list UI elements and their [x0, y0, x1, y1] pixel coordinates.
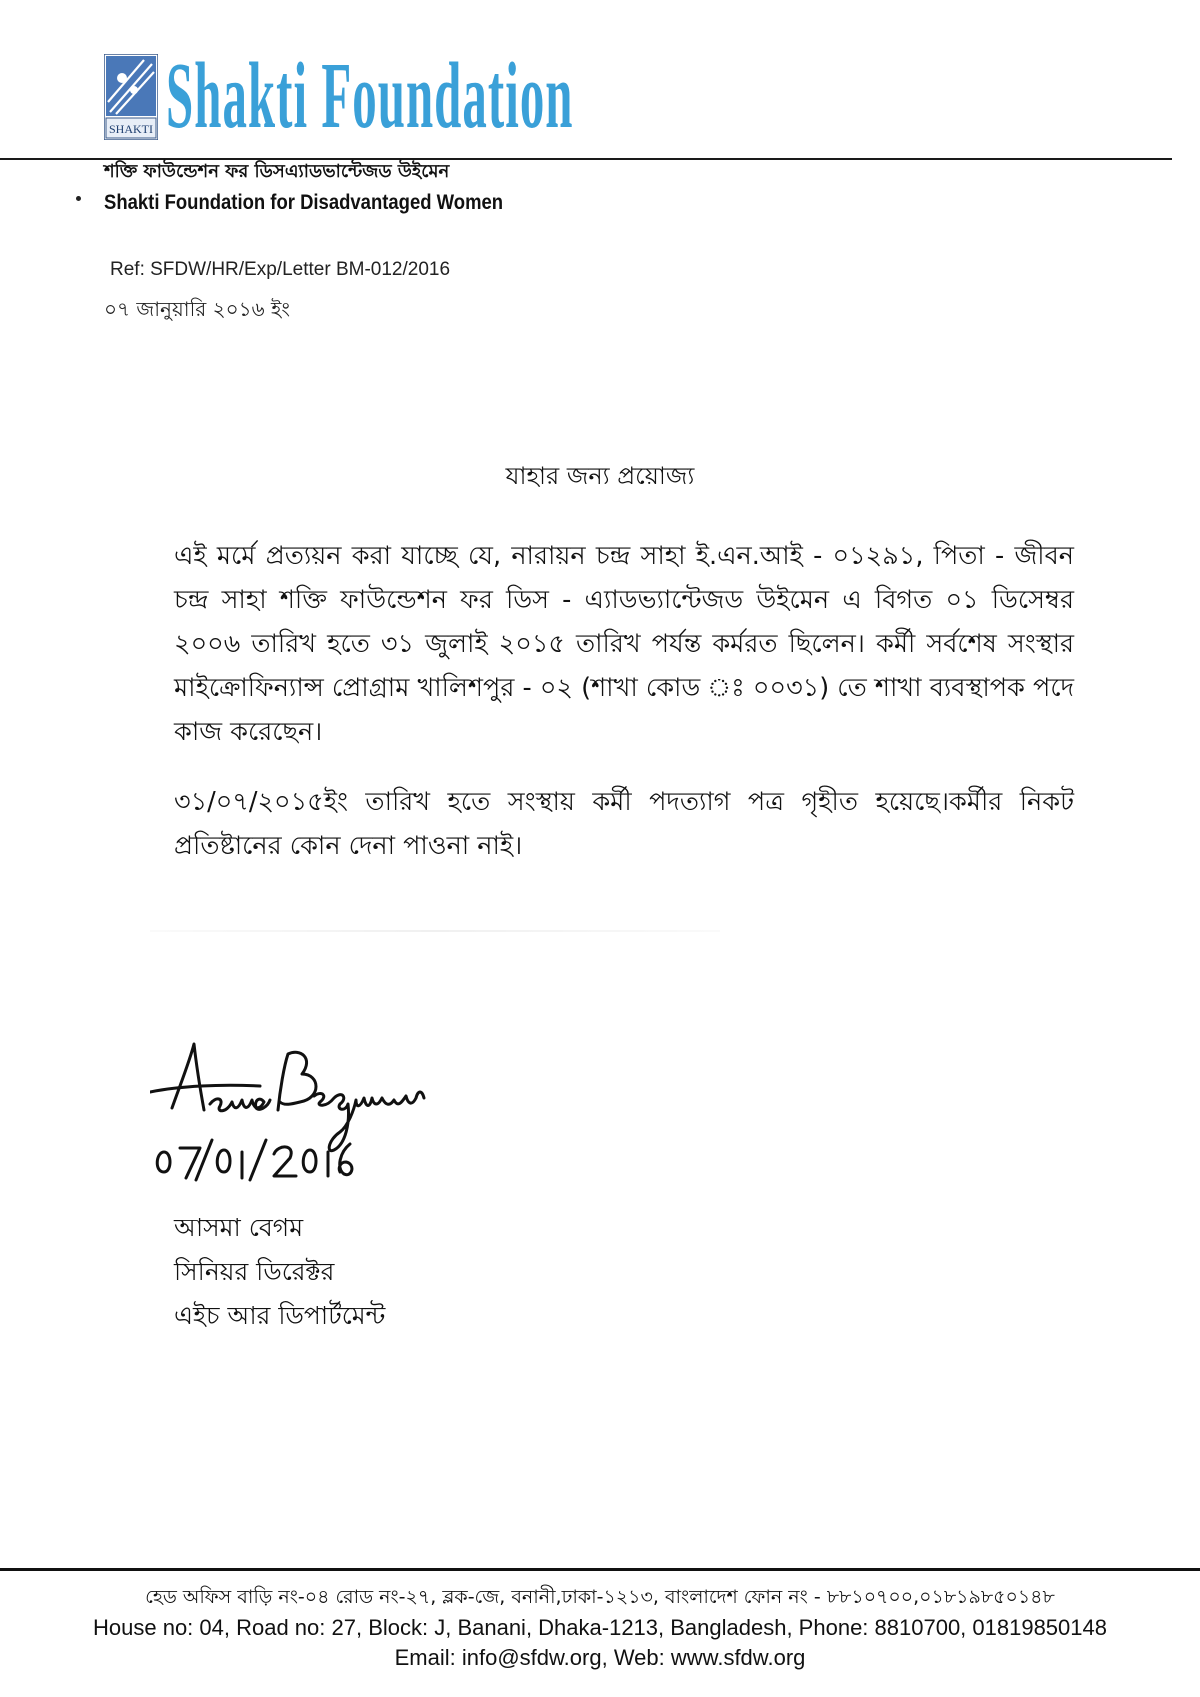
footer-divider	[0, 1568, 1200, 1571]
footer-address-english: House no: 04, Road no: 27, Block: J, Banani, Dhaka-1213, Bangladesh, Phone: 8810700, 01819850148	[93, 1615, 1107, 1640]
reference-number: Ref: SFDW/HR/Exp/Letter BM-012/2016	[110, 259, 451, 280]
footer-address-bengali: হেড অফিস বাড়ি নং-০৪ রোড নং-২৭, ব্লক-জে, বনানী,ঢাকা-১২১৩, বাংলাদেশ ফোন নং - ৮৮১০৭০০,০১৮১৯৮৫০১৪৮	[145, 1586, 1055, 1608]
body-paragraph-2: ৩১/০৭/২০১৫ইং তারিখ হতে সংস্থায় কর্মী পদত্যাগ পত্র গৃহীত হয়েছে।কর্মীর নিকট প্রতিষ্টানের কোন দেনা পাওনা নাই।	[174, 787, 1074, 861]
faint-scan-line	[150, 930, 720, 932]
signer-title: সিনিয়র ডিরেক্টর	[174, 1257, 335, 1286]
org-name-english: Shakti Foundation for Disadvantaged Women	[104, 191, 504, 214]
shakti-logo-emblem	[104, 54, 158, 140]
letter-subject: যাহার জন্য প্রয়োজ্য	[505, 462, 695, 490]
letter-date: ০৭ জানুয়ারি ২০১৬ ইং	[104, 297, 291, 321]
logo-wordmark: Shakti Foundation	[166, 44, 574, 148]
bullet-dot	[76, 196, 81, 201]
org-name-bengali: শক্তি ফাউন্ডেশন ফর ডিসএ্যাডভান্টেজড উইমেন	[104, 161, 450, 182]
body-paragraph-1: এই মর্মে প্রত্যয়ন করা যাচ্ছে যে, নারায়ন চন্দ্র সাহা ই.এন.আই - ০১২৯১, পিতা - জীবন চন্দ্র সাহা শক্তি ফাউন্ডেশন ফর ডিস - এ্যাডভ্যান্টেজড উইমেন এ বিগত ০১ ডিসেম্বর ২০০৬ তারিখ হতে ৩১ জুলাই ২০১৫ তারিখ পর্যন্ত কর্মরত ছিলেন। কর্মী সর্বশেষ সংস্থার মাইক্রোফিন্যান্স প্রোগ্রাম খালিশপুর - ০২ (শাখা কোড ঃ ০০৩১) তে শাখা ব্যবস্থাপক পদে কাজ করেছেন।	[174, 541, 1074, 747]
signer-name: আসমা বেগম	[174, 1213, 304, 1242]
footer-contact: Email: info@sfdw.org, Web: www.sfdw.org	[394, 1645, 806, 1670]
signer-department: এইচ আর ডিপার্টমেন্ট	[174, 1301, 386, 1330]
handwritten-signature	[150, 1040, 480, 1190]
logo-emblem-label: SHAKTI	[109, 122, 153, 136]
